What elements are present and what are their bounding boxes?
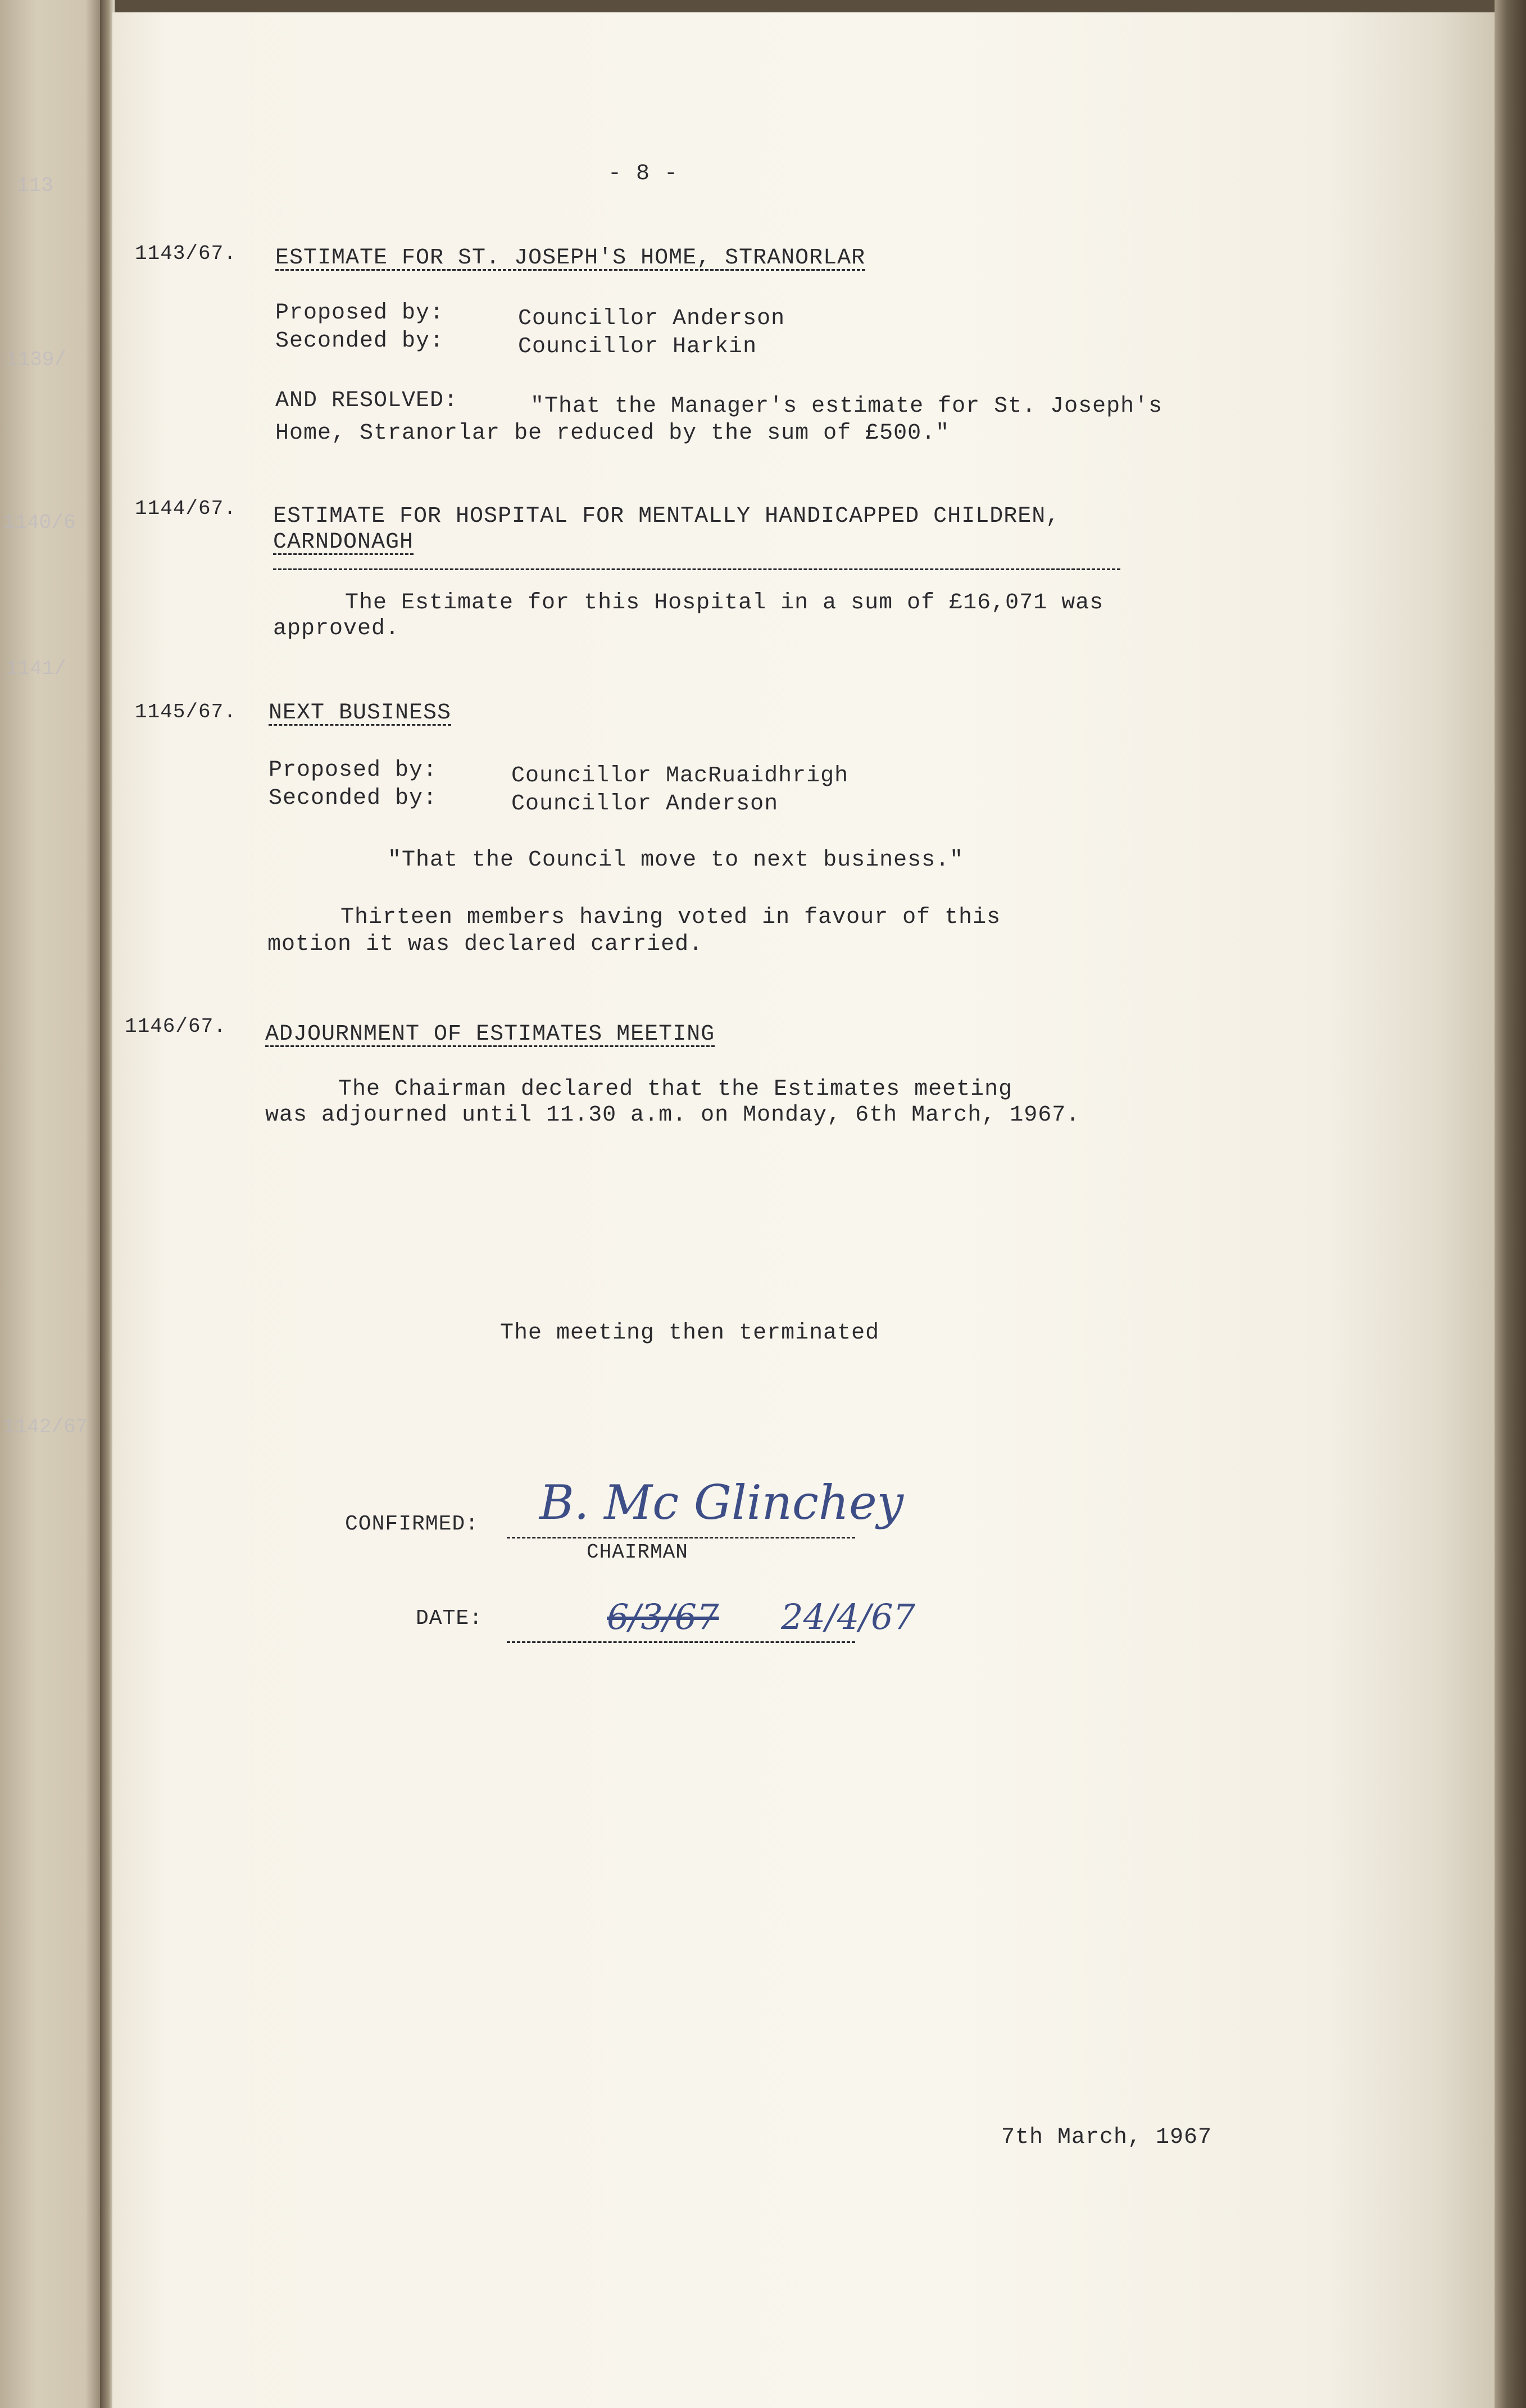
heading-underline [273, 568, 1120, 570]
proposed-value: Councillor Anderson [518, 306, 785, 331]
minute-number: 1144/67. [135, 497, 237, 520]
handwritten-date: 24/4/67 [781, 1596, 916, 1637]
struck-date: 6/3/67 [607, 1596, 719, 1637]
resolution-text: "That the Manager's estimate for St. Joseph's [530, 394, 1163, 419]
facing-page-fragment: 1142/67 [3, 1415, 88, 1439]
minute-heading: ADJOURNMENT OF ESTIMATES MEETING [265, 1022, 715, 1047]
resolution-text: Home, Stranorlar be reduced by the sum of £500." [275, 421, 950, 446]
minute-body: The Chairman declared that the Estimates meeting [338, 1077, 1013, 1102]
document-page [112, 12, 1495, 2408]
minute-body: was adjourned until 11.30 a.m. on Monday, 6th March, 1967. [265, 1103, 1080, 1128]
proposed-value: Councillor MacRuaidhrigh [511, 763, 849, 789]
proposed-label: Proposed by: [275, 301, 444, 326]
meeting-terminated: The meeting then terminated [500, 1321, 880, 1346]
page-number: - 8 - [608, 161, 679, 186]
seconded-label: Seconded by: [275, 329, 444, 354]
minute-number: 1146/67. [125, 1015, 226, 1038]
seconded-value: Councillor Anderson [511, 791, 779, 817]
minute-body: motion it was declared carried. [267, 932, 703, 957]
minute-number: 1145/67. [135, 700, 237, 723]
minute-heading: ESTIMATE FOR HOSPITAL FOR MENTALLY HANDICAPPED CHILDREN, [273, 504, 1060, 529]
book-right-edge [1495, 0, 1526, 2408]
facing-page-fragment: 1139/ [6, 348, 67, 371]
chairman-label: CHAIRMAN [587, 1541, 688, 1564]
date-label: DATE: [416, 1606, 483, 1631]
seconded-value: Councillor Harkin [518, 334, 757, 359]
motion-text: "That the Council move to next business." [388, 848, 964, 873]
seconded-label: Seconded by: [269, 786, 438, 811]
minute-body: The Estimate for this Hospital in a sum of £16,071 was [345, 590, 1104, 616]
book-top-edge [107, 0, 1526, 12]
proposed-label: Proposed by: [269, 758, 438, 783]
minute-heading: NEXT BUSINESS [269, 700, 452, 726]
facing-page-fragment: 113 [17, 174, 53, 197]
minute-heading: CARNDONAGH [273, 530, 414, 555]
resolved-label: AND RESOLVED: [275, 388, 458, 413]
confirmed-label: CONFIRMED: [345, 1512, 479, 1536]
footer-date: 7th March, 1967 [1001, 2125, 1212, 2150]
facing-page-fragment: 1140/6 [3, 511, 76, 534]
minute-body: approved. [273, 616, 400, 641]
facing-page-fragment: 1141/ [6, 657, 67, 680]
facing-page [0, 0, 107, 2408]
minute-body: Thirteen members having voted in favour of this [340, 905, 1001, 930]
signature-line [507, 1537, 855, 1538]
chairman-signature: B. Mc Glinchey [539, 1475, 904, 1530]
minute-number: 1143/67. [135, 242, 237, 265]
minute-heading: ESTIMATE FOR ST. JOSEPH'S HOME, STRANORLAR [275, 245, 866, 271]
